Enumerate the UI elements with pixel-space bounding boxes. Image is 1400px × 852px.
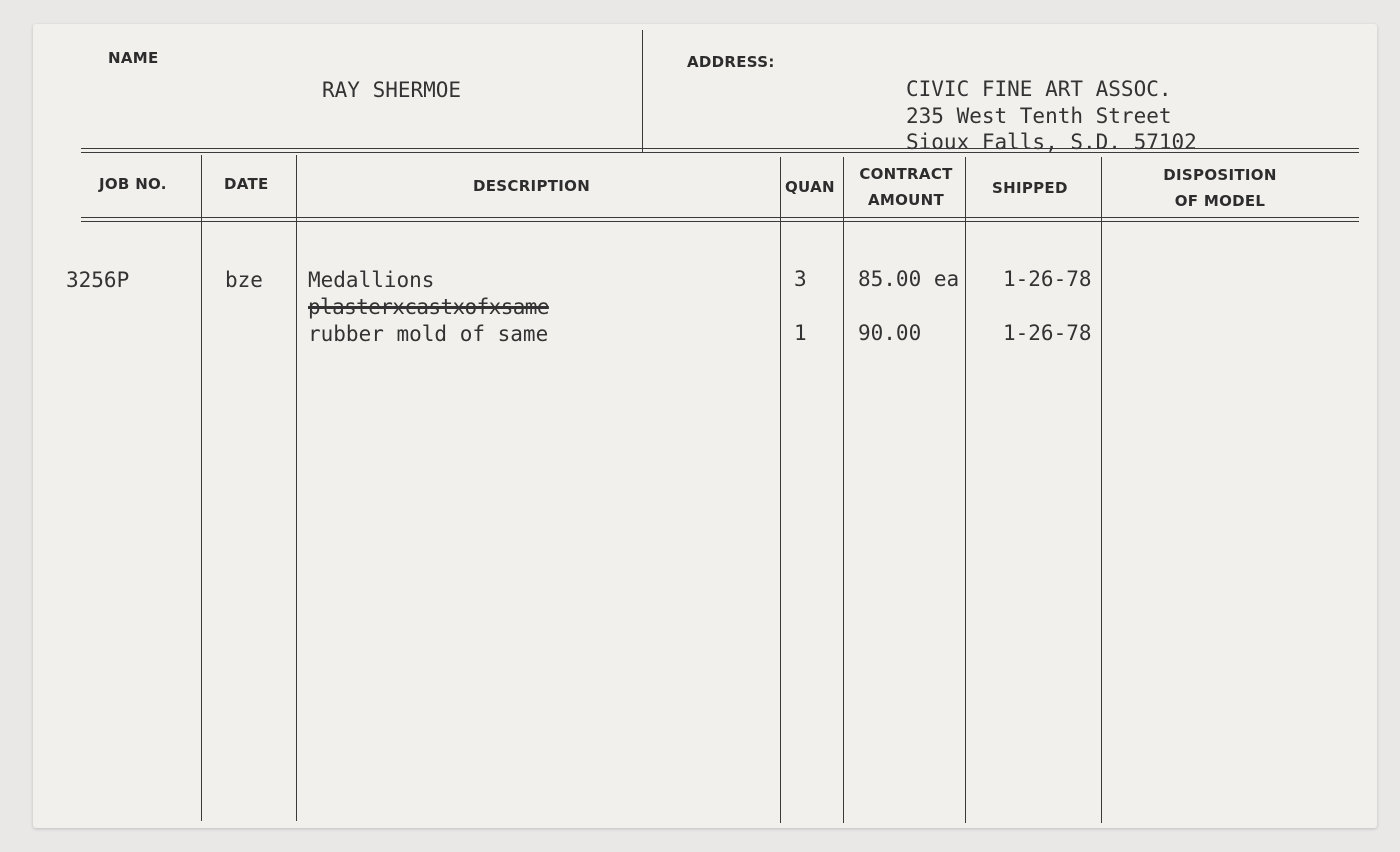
header-rule [81,148,1359,153]
col-date: DATE [224,175,269,193]
description-row-2-struck: plasterxcastxofxsame [308,295,549,319]
description-row-3: rubber mold of same [308,322,549,346]
col-description: DESCRIPTION [473,177,591,195]
column-divider-5 [965,157,966,823]
shipped-row-1: 1-26-78 [1003,267,1092,291]
col-disposition-line-2: OF MODEL [1174,192,1266,210]
quan-row-3: 1 [794,321,807,345]
description-row-1: Medallions [308,268,435,292]
col-contract-line-2: AMOUNT [867,191,945,209]
col-disposition [1141,162,1299,214]
name-label: NAME [108,49,159,67]
col-shipped: SHIPPED [992,179,1068,197]
address-line-2: 235 West Tenth Street [906,104,1172,128]
header-divider [642,30,643,152]
col-contract-line-1: CONTRACT [859,165,953,183]
column-divider-3 [780,157,781,823]
shipped-row-3: 1-26-78 [1003,321,1092,345]
col-contract-amount [845,161,967,213]
address-label: ADDRESS: [687,53,775,71]
column-divider-4 [843,157,844,823]
column-divider-2 [296,155,297,821]
column-divider-1 [201,155,202,821]
col-disposition-line-1: DISPOSITION [1163,166,1277,184]
address-line-3: Sioux Falls, S.D. 57102 [906,130,1197,154]
quan-row-1: 3 [794,267,807,291]
address-line-1: CIVIC FINE ART ASSOC. [906,77,1172,101]
amount-row-3: 90.00 [858,321,922,345]
index-card [33,24,1377,828]
amount-row-1: 85.00 ea [858,267,960,291]
column-header-rule [81,217,1359,222]
col-job-no: JOB NO. [99,175,167,193]
name-value: RAY SHERMOE [322,78,462,102]
date-value: bze [225,268,263,292]
column-divider-6 [1101,157,1102,823]
col-quan: QUAN [785,178,835,196]
job-number: 3256P [66,268,130,292]
